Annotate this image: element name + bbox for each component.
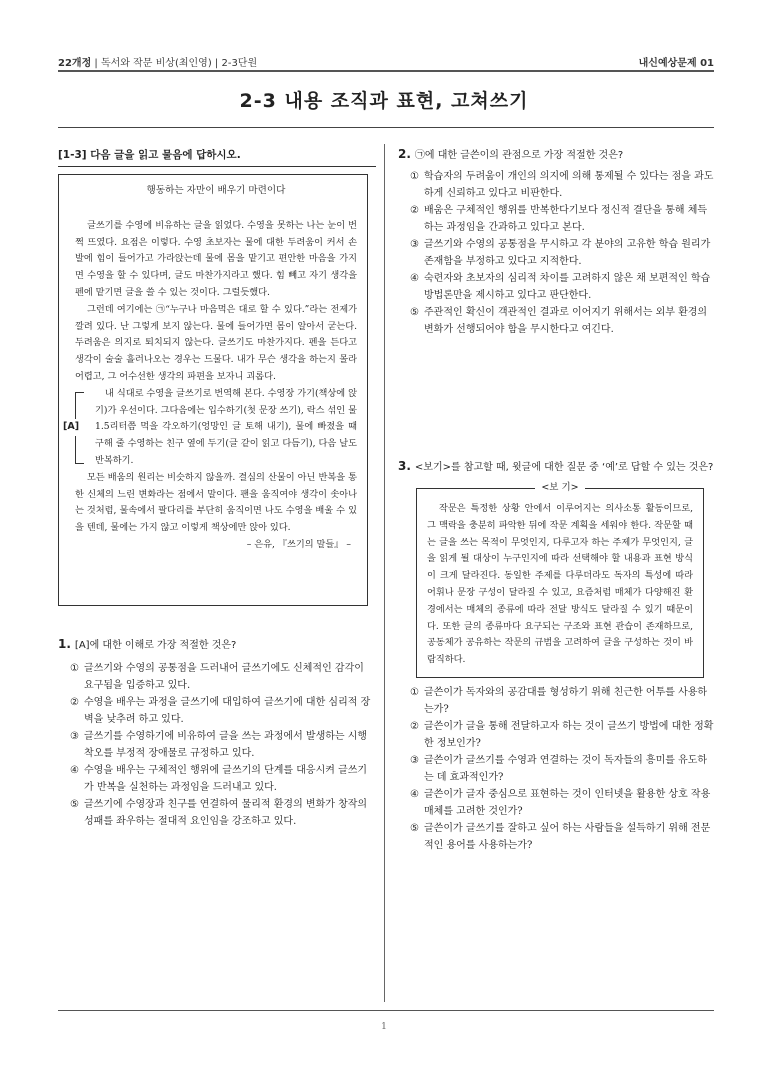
instruction-rule (58, 166, 376, 167)
question-2-number: 2. (398, 147, 411, 161)
page-title: 2-3 내용 조직과 표현, 고쳐쓰기 (239, 90, 529, 112)
question-1 (58, 636, 374, 830)
section-a-label: [A] (63, 419, 79, 436)
question-1-number: 1. (58, 637, 71, 651)
section-a (63, 386, 357, 470)
question-3-option-3[interactable]: ③ 글쓴이가 글쓰기를 수영과 연결하는 것이 독자들의 흥미를 유도하는 데 효과적인가? (410, 754, 708, 783)
question-3-option-1[interactable]: ① 글쓴이가 독자와의 공감대를 형성하기 위해 친근한 어투를 사용하는가? (410, 686, 708, 715)
question-3-number: 3. (398, 459, 411, 473)
title-rule (58, 127, 714, 128)
footer-rule (58, 1010, 714, 1011)
page-header (58, 50, 714, 70)
passage-paragraph-3: 모든 배움의 원리는 비슷하지 않을까. 결심의 산물이 아닌 반복을 통한 신체의 느린 변화라는 점에서 말이다. 팬을 움직여야 생각이 솟아나는 것처럼, 물속에서 팔다리를 부단히 움직이면 나도 수영을 배울 수 있을 텐데, 물에는 가지 않고 이렇게 책상에만 앉아 있다. (75, 471, 357, 534)
reading-passage (58, 174, 368, 606)
section-a-paragraph: 내 식대로 수영을 글쓰기로 번역해 본다. 수영장 가기(책상에 앉기)가 우선이다. 그다음에는 입수하기(첫 문장 쓰기), 락스 섞인 물 1.5리터쯤 먹을 각오하기(엉망인 글 토해 내기), 물에 빠졌을 때 구해 줄 수영하는 친구 옆에 두기(글 같이 읽고 다듬기), 다음 날도 반복하기. (95, 387, 357, 466)
header-right: 내신예상문제 01 (638, 58, 714, 69)
page-number: 1 (381, 1022, 387, 1032)
question-3-option-4[interactable]: ④ 글쓴이가 글자 중심으로 표현하는 것이 인터넷을 활용한 상호 작용 매체를 고려한 것인가? (410, 788, 711, 817)
column-divider (384, 144, 385, 1002)
question-3-option-2[interactable]: ② 글쓴이가 글을 통해 전달하고자 하는 것이 글쓰기 방법에 대한 정확한 정보인가? (410, 720, 714, 749)
question-2-option-3[interactable]: ③ 글쓰기와 수영의 공통점을 무시하고 각 분야의 고유한 학습 원리가 존재함을 부정하고 있다고 지적한다. (410, 239, 711, 267)
passage-title: 행동하는 자만이 배우기 마련이다 (146, 185, 286, 196)
question-2-stem: ㉠에 대한 글쓴이의 관점으로 가장 적절한 것은? (414, 150, 624, 161)
header-course: 독서와 작문 비상(최인영) | 2-3단원 (100, 58, 258, 69)
bogi-text: 작문은 특정한 상황 안에서 이루어지는 의사소통 활동이므로, 그 맥락을 충분히 파악한 뒤에 작문 계획을 세워야 한다. 작문할 때는 글을 쓰는 목적이 무엇인지, 다루고자 하는 주제가 무엇인지, 글을 읽게 될 대상이 누구인지에 따라 선택해야 할 내용과 표현 방식이 크게 달라진다. 동일한 주제를 다루더라도 독자의 특성에 따라 어휘나 문장 구성이 달라질 수 있고, 요즘처럼 매체가 다양해진 환경에서는 매체의 종류에 따라 전달 방식도 달라질 수 있기 때문이다. 또한 글의 종류마다 요구되는 구조와 표현 관습이 존재하므로, 공동체가 공유하는 작문의 규범을 고려하여 글을 구성하는 것이 바람직하다. (427, 503, 693, 666)
passage-paragraph-2: 그런데 여기에는 ㉠“누구나 마음먹은 대로 할 수 있다.”라는 전제가 깔려 있다. 난 그렇게 보지 않는다. 물에 들어가면 몸이 알아서 굳는다. 두려움은 의지로 퇴치되지 않는다. 글쓰기도 마찬가지다. 펜을 든다고 생각이 술술 흘러나오는 경우는 드물다. 내가 무슨 생각을 하는지 몰라 어렵고, 그 어수선한 생각의 파편을 보자니 괴롭다. (75, 303, 357, 382)
header-curriculum: 22개정 (58, 58, 92, 69)
bogi-box (416, 482, 704, 678)
question-2-option-2[interactable]: ② 배움은 구체적인 행위를 반복한다기보다 정신적 결단을 통해 체득하는 과정임을 간과하고 있다고 본다. (410, 205, 708, 233)
question-3 (398, 458, 716, 854)
question-3-stem: <보기>를 참고할 때, 윗글에 대한 질문 중 ‘예’로 답할 수 있는 것은? (414, 462, 714, 473)
question-1-option-5[interactable]: ⑤ 글쓰기에 수영장과 친구를 연결하여 물리적 환경의 변화가 창작의 성패를 좌우하는 절대적 요인임을 강조하고 있다. (70, 799, 368, 827)
passage-paragraph-1: 글쓰기를 수영에 비유하는 글을 읽었다. 수영을 못하는 나는 눈이 번쩍 뜨였다. 요점은 이렇다. 수영 초보자는 물에 대한 두려움이 커서 손발에 힘이 들어가고 가라앉는데 물에 몸을 맡기고 편안한 마음을 가지면 수영을 할 수 있다며, 글도 마찬가지라고 했다. 힘 빼고 자기 생각을 펜에 맡기면 글을 쓸 수 있는 것이다. 그럴듯했다. (75, 219, 357, 298)
header-left: 22개정 | 독서와 작문 비상(최인영) | 2-3단원 (58, 58, 258, 69)
question-1-option-2[interactable]: ② 수영을 배우는 과정을 글쓰기에 대입하여 글쓰기에 대한 심리적 장벽을 낮추려 하고 있다. (70, 697, 371, 725)
question-1-stem: [A]에 대한 이해로 가장 적절한 것은? (74, 640, 237, 651)
header-rule (58, 70, 714, 72)
question-2-option-1[interactable]: ① 학습자의 두려움이 개인의 의지에 의해 통제될 수 있다는 점을 과도하게 신뢰하고 있다고 비판한다. (410, 171, 714, 199)
question-2-option-5[interactable]: ⑤ 주관적인 확신이 객관적인 결과로 이어지기 위해서는 외부 환경의 변화가 선행되어야 함을 무시한다고 여긴다. (410, 307, 708, 335)
question-1-option-3[interactable]: ③ 글쓰기를 수영하기에 비유하여 글을 쓰는 과정에서 발생하는 시행착오를 부정적 장애물로 규정하고 있다. (70, 731, 368, 759)
instruction: [1-3] 다음 글을 읽고 물음에 답하시오. (58, 149, 241, 161)
question-1-option-1[interactable]: ① 글쓰기와 수영의 공통점을 드러내어 글쓰기에도 신체적인 감각이 요구됨을 입증하고 있다. (70, 663, 364, 691)
passage-source: – 은유, 『쓰기의 말들』 – (246, 538, 351, 550)
question-2-option-4[interactable]: ④ 숙련자와 초보자의 심리적 차이를 고려하지 않은 채 보편적인 학습 방법론만을 제시하고 있다고 판단한다. (410, 273, 711, 301)
question-1-option-4[interactable]: ④ 수영을 배우는 구체적인 행위에 글쓰기의 단계를 대응시켜 글쓰기가 반복을 실천하는 과정임을 드러내고 있다. (70, 765, 368, 793)
bogi-title: <보 기> (535, 482, 584, 493)
question-2 (398, 146, 716, 338)
question-3-option-5[interactable]: ⑤ 글쓴이가 글쓰기를 잘하고 싶어 하는 사람들을 설득하기 위해 전문적인 용어를 사용하는가? (410, 822, 711, 851)
